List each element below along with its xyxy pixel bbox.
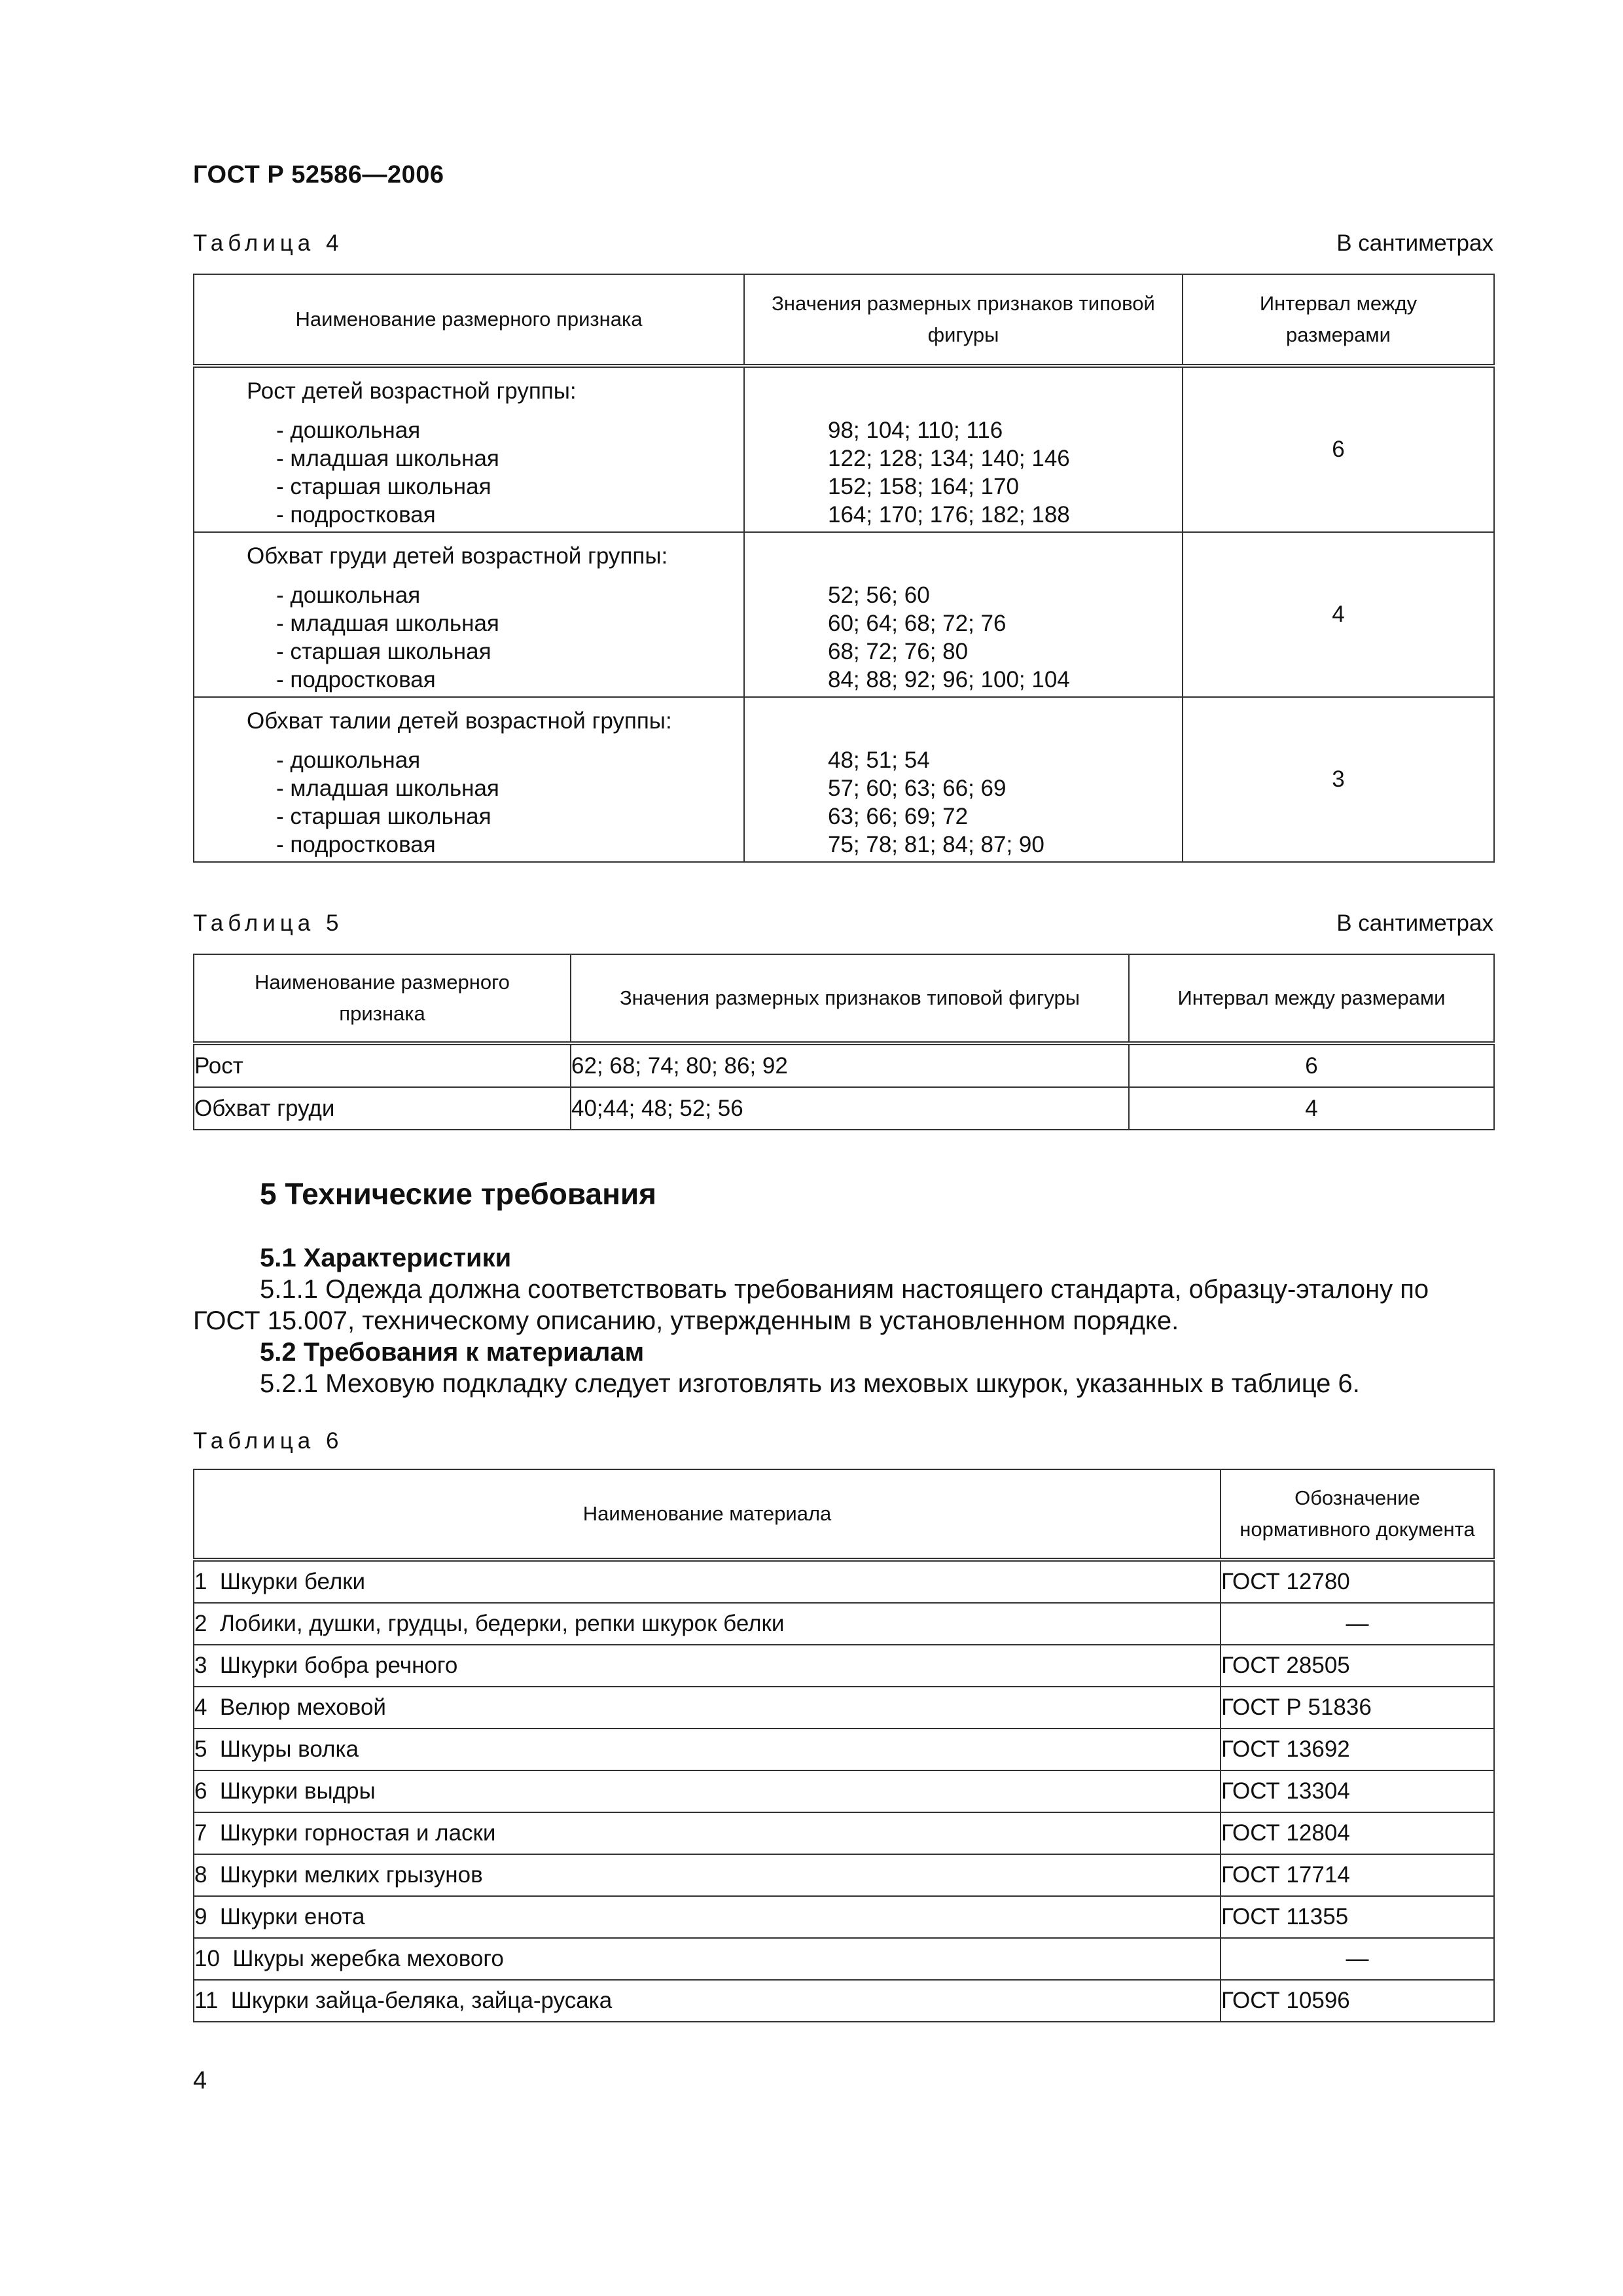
group-label-cell (194, 697, 744, 862)
row-document: — (1221, 1603, 1494, 1645)
row-values: 62; 68; 74; 80; 86; 92 (571, 1043, 1129, 1087)
group-value: 122; 128; 134; 140; 146 (828, 446, 1070, 471)
group-value: 98; 104; 110; 116 (828, 418, 1003, 443)
row-document: ГОСТ 12804 (1221, 1812, 1494, 1854)
row-interval: 4 (1129, 1087, 1494, 1130)
group-value: 57; 60; 63; 66; 69 (828, 776, 1007, 801)
row-document: ГОСТ 13692 (1221, 1729, 1494, 1770)
group-items (194, 571, 743, 694)
subsection-heading-5-2: 5.2 Требования к материалам (260, 1338, 645, 1367)
paragraph-5-2-1: 5.2.1 Меховую подкладку следует изготовлять из меховых шкурок, указанных в таблице 6. (260, 1369, 1360, 1398)
table4-col-interval: Интервал между размерами (1183, 274, 1494, 366)
group-item: - подростковая (276, 667, 436, 692)
group-values-cell (744, 697, 1183, 862)
table-row (194, 1770, 1494, 1812)
group-item: - младшая школьная (276, 446, 499, 471)
row-number: 9 (194, 1904, 207, 1929)
document-id: ГОСТ Р 52586—2006 (193, 161, 444, 188)
table-row (194, 1687, 1494, 1729)
row-interval: 6 (1129, 1043, 1494, 1087)
row-number: 8 (194, 1862, 207, 1888)
table6-col-material: Наименование материала (194, 1469, 1221, 1560)
row-number: 1 (194, 1569, 207, 1594)
row-number: 7 (194, 1820, 207, 1846)
table-row (194, 1980, 1494, 2022)
table4-caption: Таблица 4 (193, 230, 344, 256)
table4-header-row (194, 274, 1494, 366)
group-item: - подростковая (276, 832, 436, 857)
table6-header-row (194, 1469, 1494, 1560)
section-heading: 5 Технические требования (260, 1177, 656, 1211)
row-number: 3 (194, 1653, 207, 1678)
group-label-cell (194, 366, 744, 532)
row-name: Шкурки енота (219, 1904, 365, 1929)
group-item: - старшая школьная (276, 639, 491, 664)
group-item: - подростковая (276, 502, 436, 528)
row-number: 5 (194, 1736, 207, 1762)
row-name: Лобики, душки, грудцы, бедерки, репки шкурок белки (219, 1611, 785, 1636)
group-interval: 4 (1183, 532, 1494, 697)
group-values-cell (744, 532, 1183, 697)
table4-units: В сантиметрах (1336, 230, 1493, 256)
row-name: Шкурки зайца-беляка, зайца-русака (230, 1988, 613, 2013)
group-value: 48; 51; 54 (828, 747, 930, 773)
table-row (194, 1087, 1494, 1130)
table6-col-document: Обозначение нормативного документа (1221, 1469, 1494, 1560)
paragraph-5-1-1-line2: ГОСТ 15.007, техническому описанию, утвержденным в установленном порядке. (193, 1306, 1179, 1335)
row-document: ГОСТ 11355 (1221, 1896, 1494, 1938)
row-number: 10 (194, 1946, 220, 1971)
row-name: Шкурки выдры (219, 1778, 376, 1804)
table4-group-waist (194, 697, 1494, 862)
paragraph-5-1-1-line1: 5.1.1 Одежда должна соответствовать требованиям настоящего стандарта, образцу-эталону по (260, 1275, 1429, 1304)
row-document: ГОСТ 28505 (1221, 1645, 1494, 1687)
group-value: 52; 56; 60 (828, 583, 930, 608)
table4 (193, 274, 1495, 863)
row-document: ГОСТ 17714 (1221, 1854, 1494, 1896)
table5-caption: Таблица 5 (193, 910, 344, 936)
group-label-cell (194, 532, 744, 697)
table4-group-height (194, 366, 1494, 532)
row-document: ГОСТ Р 51836 (1221, 1687, 1494, 1729)
table6 (193, 1469, 1495, 2022)
group-values-cell (744, 366, 1183, 532)
group-value: 75; 78; 81; 84; 87; 90 (828, 832, 1044, 857)
table5 (193, 954, 1495, 1130)
subsection-heading-5-1: 5.1 Характеристики (260, 1244, 512, 1272)
group-value: 84; 88; 92; 96; 100; 104 (828, 667, 1070, 692)
table-row (194, 1938, 1494, 1980)
group-title: Рост детей возрастной группы: (247, 378, 577, 404)
group-value: 152; 158; 164; 170 (828, 474, 1019, 499)
table-row (194, 1812, 1494, 1854)
page-number: 4 (193, 2067, 207, 2094)
row-number: 6 (194, 1778, 207, 1804)
table5-header-row (194, 954, 1494, 1043)
table5-col-interval: Интервал между размерами (1129, 954, 1494, 1043)
row-name: Шкурки горностая и ласки (219, 1820, 496, 1846)
table-row (194, 1043, 1494, 1087)
row-name: Рост (194, 1043, 571, 1087)
table-row (194, 1603, 1494, 1645)
table-row (194, 1854, 1494, 1896)
table4-group-chest (194, 532, 1494, 697)
table5-col-values: Значения размерных признаков типовой фигуры (571, 954, 1129, 1043)
group-interval: 6 (1183, 366, 1494, 532)
group-value: 60; 64; 68; 72; 76 (828, 611, 1007, 636)
row-name: Шкурки мелких грызунов (219, 1862, 483, 1888)
row-name: Шкуры волка (219, 1736, 359, 1762)
row-document: ГОСТ 10596 (1221, 1980, 1494, 2022)
table6-caption: Таблица 6 (193, 1428, 344, 1454)
group-item: - младшая школьная (276, 611, 499, 636)
table4-col-values: Значения размерных признаков типовой фигуры (744, 274, 1183, 366)
table-row (194, 1729, 1494, 1770)
row-document: — (1221, 1938, 1494, 1980)
row-name: Велюр меховой (219, 1695, 386, 1720)
group-items (194, 736, 743, 859)
group-value: 68; 72; 76; 80 (828, 639, 969, 664)
table5-units: В сантиметрах (1336, 910, 1493, 936)
table-row (194, 1896, 1494, 1938)
group-value: 63; 66; 69; 72 (828, 804, 969, 829)
row-number: 2 (194, 1611, 207, 1636)
group-title: Обхват груди детей возрастной группы: (247, 543, 668, 569)
group-title: Обхват талии детей возрастной группы: (247, 708, 672, 734)
group-item: - дошкольная (276, 583, 421, 608)
row-document: ГОСТ 13304 (1221, 1770, 1494, 1812)
table-row (194, 1645, 1494, 1687)
group-item: - младшая школьная (276, 776, 499, 801)
row-number: 11 (194, 1988, 219, 2013)
group-item: - дошкольная (276, 418, 421, 443)
row-name: Шкуры жеребка мехового (232, 1946, 504, 1971)
group-value: 164; 170; 176; 182; 188 (828, 502, 1070, 528)
group-items (194, 406, 743, 529)
row-name: Шкурки белки (219, 1569, 366, 1594)
row-name: Шкурки бобра речного (219, 1653, 458, 1678)
row-document: ГОСТ 12780 (1221, 1560, 1494, 1603)
row-number: 4 (194, 1695, 207, 1720)
row-name: Обхват груди (194, 1087, 571, 1130)
row-values: 40;44; 48; 52; 56 (571, 1087, 1129, 1130)
group-item: - старшая школьная (276, 474, 491, 499)
group-interval: 3 (1183, 697, 1494, 862)
table5-col-name: Наименование размерного признака (194, 954, 571, 1043)
table4-col-name: Наименование размерного признака (194, 274, 744, 366)
group-item: - старшая школьная (276, 804, 491, 829)
group-item: - дошкольная (276, 747, 421, 773)
table-row (194, 1560, 1494, 1603)
